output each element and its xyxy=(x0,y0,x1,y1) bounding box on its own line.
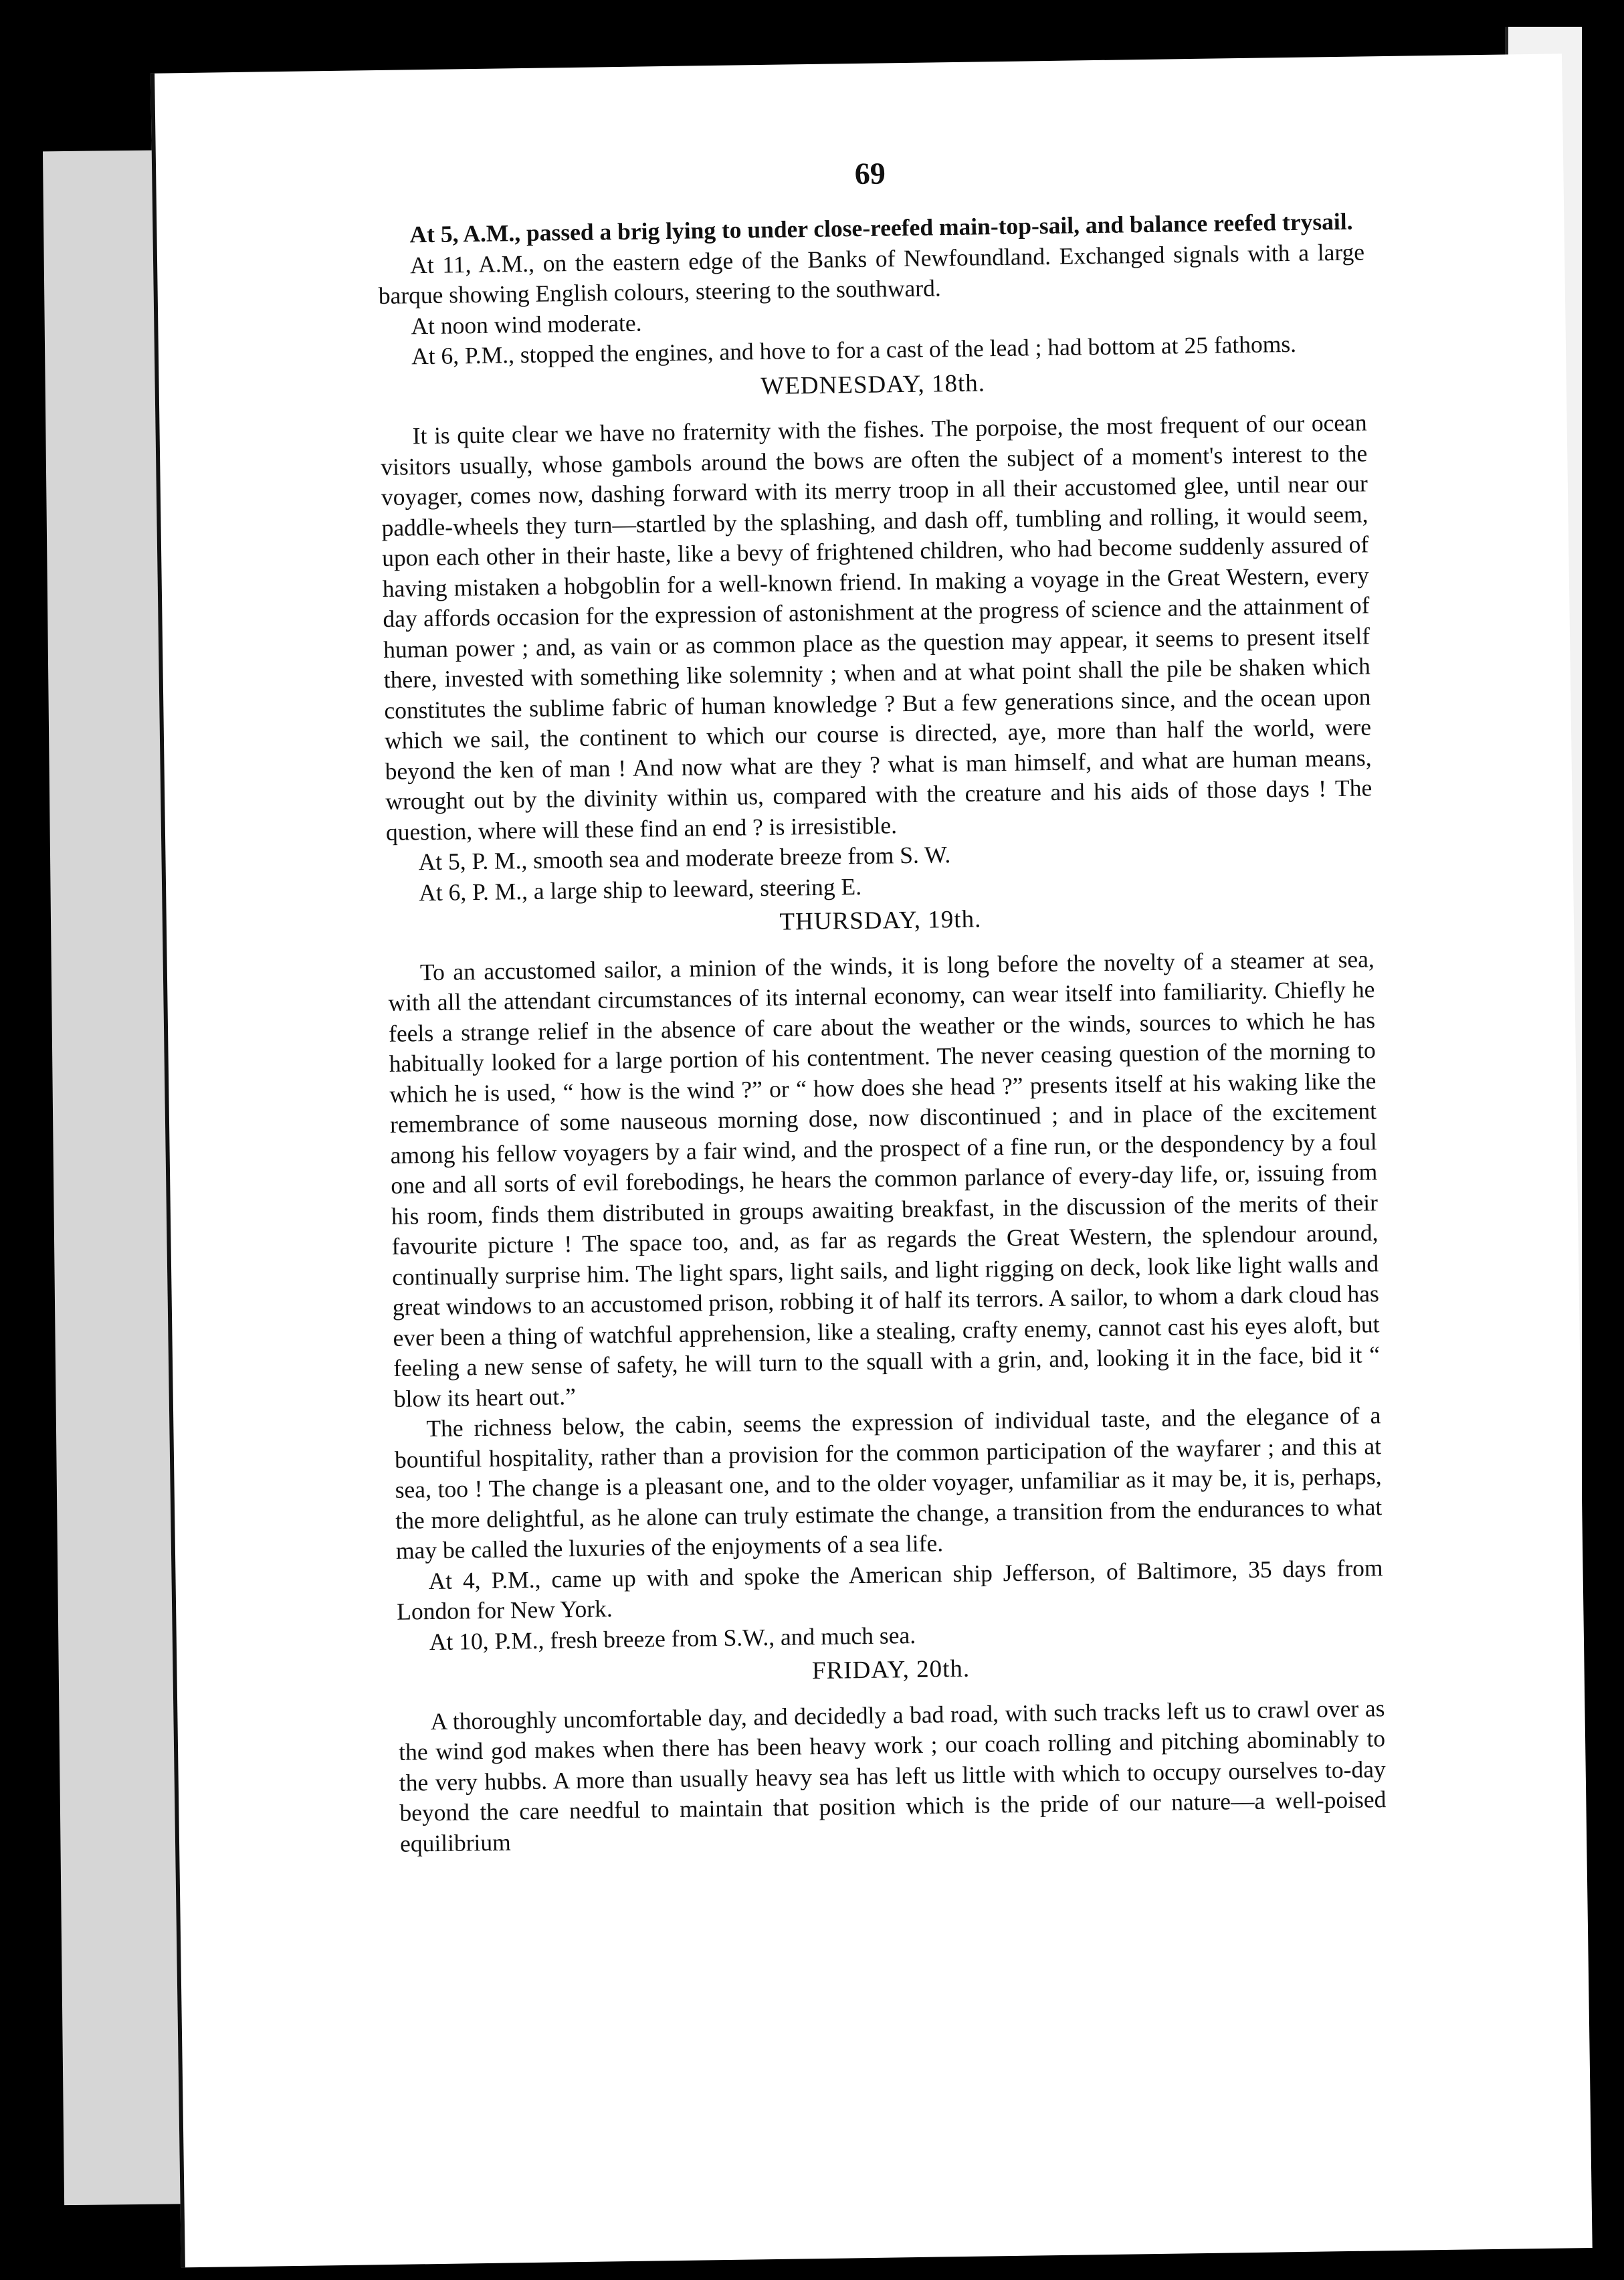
page-content xyxy=(377,150,1387,1859)
paragraph: It is quite clear we have no fraternity with the fishes. The porpoise, the most frequent of our ocean visitors usually, whose gambols around the bows are often the subject of a moment's interest to the voyager, comes now, dashing forward with its merry troop in all their accustomed glee, until near our paddle-wheels they turn—startled by the splashing, and dash off, tumbling and rolling, it would seem, upon each other in their haste, like a bevy of frightened children, who had become suddenly assured of having mistaken a hobgoblin for a well-known friend. In making a voyage in the Great Western, every day affords occasion for the expression of astonishment at the progress of science and the attainment of human power ; and, as vain or as common place as the question may appear, it seems to present itself there, invested with something like solemnity ; when and at what point shall the pile be shaken which constitutes the sublime fabric of human knowledge ? But a few generations since, and the ocean upon which we sail, the continent to which our course is directed, aye, more than half the world, were beyond the ken of man ! And now what are they ? what is man himself, and what are human means, wrought out by the divinity within us, compared with the creature and his aids of those days ! The question, where will these find an end ? is irresistible. xyxy=(381,409,1373,846)
book-page xyxy=(150,54,1593,2267)
paragraph: To an accustomed sailor, a minion of the winds, it is long before the novelty of a steamer at sea, with all the attendant circumstances of its internal economy, can wear itself into familiarity. Chiefly he feels a strange relief in the absence of care about the weather or the winds, sources to which he has habitually looked for a large portion of his contentment. The never ceasing question of the morning to which he is used, “ how is the wind ?” or “ how does she head ?” presents itself at his waking like the remembrance of some nauseous morning dose, now discontinued ; and in place of the excitement among his fellow voyagers by a fair wind, and the prospect of a fine run, or the despondency by a foul one and all sorts of evil forebodings, he hears the common parlance of every-day life, or, issuing from his room, finds them distributed in groups awaiting breakfast, in the discussion of the merits of their favourite picture ! The space too, and, as far as regards the Great Western, the splendour around, continually surprise him. The light spars, light sails, and light rigging on deck, look like light walls and great windows to an accustomed prison, robbing it of half its terrors. A sailor, to whom a dark cloud has ever been a thing of watchful apprehension, like a stealing, crafty enemy, cannot cast his eyes aloft, but feeling a new sense of safety, he will turn to the squall with a grin, and, looking it in the face, bid it “ blow its heart out.” xyxy=(388,945,1381,1412)
paragraph: At 11, A.M., on the eastern edge of the Banks of Newfoundland. Exchanged signals with a large barque showing English colours, steering to the southward. xyxy=(378,238,1365,310)
section-heading-friday: FRIDAY, 20th. xyxy=(811,1654,971,1685)
page-number: 69 xyxy=(854,156,886,191)
paragraph: At noon wind moderate. xyxy=(411,309,642,339)
paragraph: At 4, P.M., came up with and spoke the American ship Jefferson, of Baltimore, 35 days from London for New York. xyxy=(396,1553,1383,1625)
paragraph: At 10, P.M., fresh breeze from S.W., and much sea. xyxy=(429,1621,916,1655)
paragraph: At 6, P.M., stopped the engines, and hove to for a cast of the lead ; had bottom at 25 fathoms. xyxy=(411,330,1297,370)
section-heading-wednesday: WEDNESDAY, 18th. xyxy=(760,369,986,400)
paragraph: At 5, P. M., smooth sea and moderate breeze from S. W. xyxy=(418,841,951,876)
paragraph: A thoroughly uncomfortable day, and decidedly a bad road, with such tracks left us to crawl over as the wind god makes when there has been heavy work ; our coach rolling and pitching abominably to the very hubbs. A more than usually heavy sea has left us little with which to occupy ourselves to-day beyond the care needful to maintain that position which is the pride of our nature—a well-poised equilibrium xyxy=(398,1694,1387,1857)
section-heading-thursday: THURSDAY, 19th. xyxy=(779,905,982,936)
paragraph: The richness below, the cabin, seems the expression of individual taste, and the elegance of a bountiful hospitality, rather than a provision for the common participation of the wayfarer ; and this at sea, too ! The change is a pleasant one, and to the older voyager, unfamiliar as it may be, it is, perhaps, the more delightful, as he alone can truly estimate the change, a transition from the endurances to what may be called the luxuries of the enjoyments of a sea life. xyxy=(394,1402,1383,1564)
paragraph: At 6, P. M., a large ship to leeward, steering E. xyxy=(418,872,862,906)
paragraph: At 5, A.M., passed a brig lying to under close-reefed main-top-sail, and balance reefed trysail. xyxy=(409,207,1353,248)
